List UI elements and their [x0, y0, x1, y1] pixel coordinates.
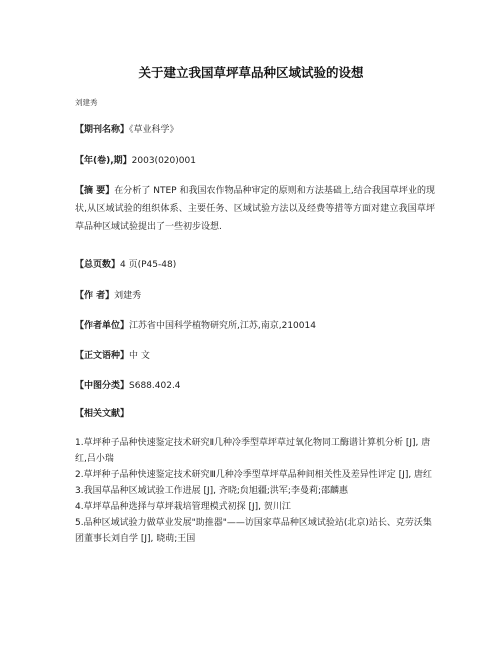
year-label: 【年(卷),期】 — [75, 156, 132, 166]
reference-item[interactable]: 5.品种区域试验力做草业发展"助推器"——访国家草品种区域试验站(北京)站长、克劳沃集团董事长刘自学 [J], 晓萌;王国 — [75, 518, 432, 544]
author-line: 刘建秀 — [75, 98, 98, 107]
classification-value: S688.402.4 — [129, 381, 181, 391]
journal-field — [75, 121, 179, 139]
abstract-label: 【摘 要】 — [75, 186, 115, 196]
language-field — [75, 347, 150, 365]
journal-value: 《草业科学》 — [129, 125, 179, 135]
pages-value: 4 页(P45-48) — [120, 260, 177, 270]
reference-item[interactable]: 2.草坪种子品种快速鉴定技术研究Ⅲ几种冷季型草坪草品种间相关性及差异性评定 [J], 唐红 — [75, 470, 433, 480]
authors-label: 【作 者】 — [75, 291, 115, 301]
pages-label: 【总页数】 — [75, 260, 121, 270]
affiliation-value: 江苏省中国科学植物研究所,江苏,南京,210014 — [129, 321, 316, 331]
authors-value: 刘建秀 — [114, 291, 142, 301]
language-label: 【正文语种】 — [75, 351, 130, 361]
classification-label: 【中图分类】 — [75, 381, 130, 391]
year-field — [75, 152, 196, 170]
abstract-text: 在分析了 NTEP 和我国农作物品种审定的原则和方法基础上,结合我国草坪业的现状,从区域试验的组织体系、主要任务、区域试验方法以及经费等措等方面对建立我国草坪草品种区域试验提出了一些初步设想. — [75, 186, 435, 232]
reference-item[interactable]: 4.草坪草品种选择与草坪栽培管理模式初探 [J], 贺川江 — [75, 502, 291, 512]
abstract-field — [75, 182, 435, 236]
affiliation-label: 【作者单位】 — [75, 321, 130, 331]
language-value: 中 文 — [129, 351, 150, 361]
classification-field — [75, 377, 181, 395]
references-list — [75, 435, 437, 547]
document-title: 关于建立我国草坪草品种区域试验的设想 — [138, 65, 364, 80]
reference-item[interactable]: 3.我国草品种区域试验工作进展 [J], 齐晓;贠旭疆;洪军;李曼莉;邵麟惠 — [75, 486, 348, 496]
reference-item[interactable]: 1.草坪种子品种快速鉴定技术研究Ⅱ几种冷季型草坪草过氧化物同工酶谱计算机分析 [J], 唐红,吕小瑞 — [75, 438, 431, 464]
references-heading: 【相关文献】 — [75, 409, 130, 419]
year-value: 2003(020)001 — [131, 156, 196, 166]
authors-field — [75, 287, 141, 305]
pages-field — [75, 256, 176, 274]
journal-label: 【期刊名称】 — [75, 125, 130, 135]
affiliation-field — [75, 317, 316, 335]
